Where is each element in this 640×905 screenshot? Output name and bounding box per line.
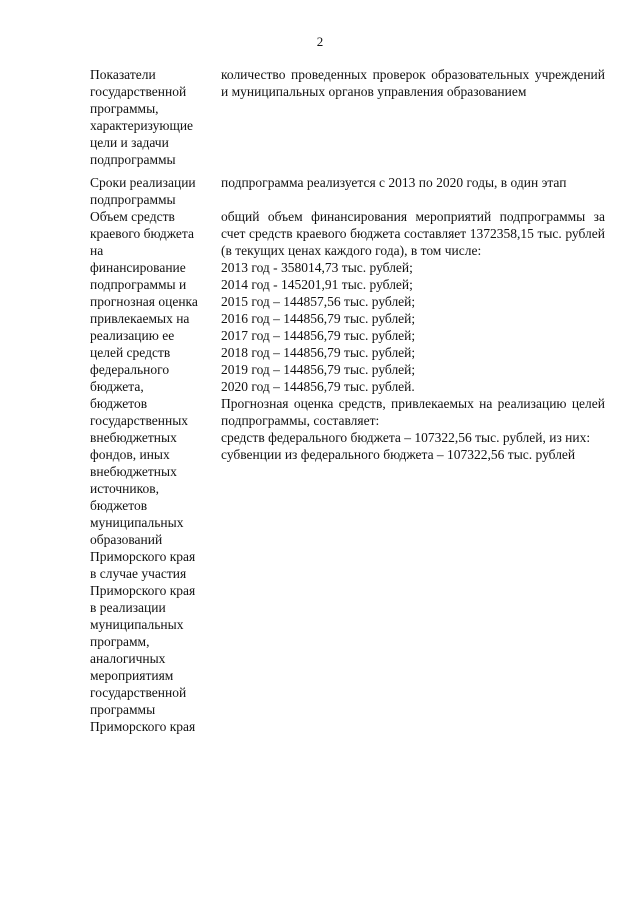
federal-subventions: субвенции из федерального бюджета – 107322,56 тыс. рублей [221,447,576,462]
timeline-row [90,174,610,208]
funding-year-2018: 2018 год – 144856,79 тыс. рублей; [221,345,416,360]
timeline-text: подпрограмма реализуется с 2013 по 2020 годы, в один этап [221,175,567,190]
funding-year-2016: 2016 год – 144856,79 тыс. рублей; [221,311,416,326]
funding-label: Объем средств краевого бюджета на финансирование подпрограммы и прогнозная оценка привлекаемых на реализацию ее целей средств федерального бюджета, бюджетов государственных внебюджетных фондов, иных внебюджетных источников, бюджетов муниципальных образований Приморского края в случае участия Приморского края в реализации муниципальных программ, аналогичных мероприятиям государственной программы Приморского края [90,209,198,734]
funding-value [221,208,605,463]
funding-year-2013: 2013 год - 358014,73 тыс. рублей; [221,260,413,275]
indicators-value [221,66,605,100]
funding-year-2020: 2020 год – 144856,79 тыс. рублей. [221,379,415,394]
forecast-intro: Прогнозная оценка средств, привлекаемых на реализацию целей подпрограммы, составляет: [221,396,605,428]
funding-intro: общий объем финансирования мероприятий подпрограммы за счет средств краевого бюджета составляет 1372358,15 тыс. рублей (в текущих ценах каждого года), в том числе: [221,209,605,258]
funding-year-2014: 2014 год - 145201,91 тыс. рублей; [221,277,413,292]
funding-year-2015: 2015 год – 144857,56 тыс. рублей; [221,294,416,309]
indicators-text: количество проведенных проверок образовательных учреждений и муниципальных органов управления образованием [221,67,605,99]
timeline-label: Сроки реализации подпрограммы [90,175,196,207]
subprogram-passport-table [90,66,610,735]
federal-budget-total: средств федерального бюджета – 107322,56 тыс. рублей, из них: [221,430,591,445]
funding-row [90,208,610,735]
timeline-value [221,174,605,191]
indicators-label: Показатели государственной программы, характеризующие цели и задачи подпрограммы [90,67,194,167]
funding-year-2017: 2017 год – 144856,79 тыс. рублей; [221,328,416,343]
funding-year-2019: 2019 год – 144856,79 тыс. рублей; [221,362,416,377]
page-number: 2 [316,34,324,49]
indicators-row [90,66,610,168]
